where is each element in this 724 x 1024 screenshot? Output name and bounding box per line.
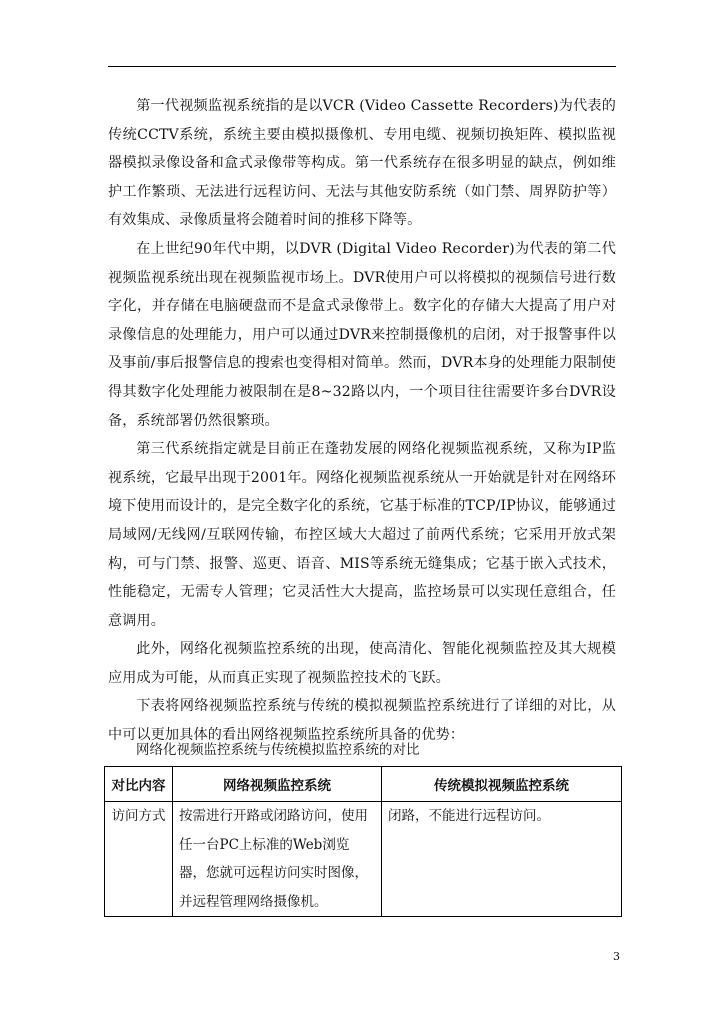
paragraph-second-generation: 在上世纪90年代中期，以DVR (Digital Video Recorder)为代表的第二代视频监视系统出现在视频监视市场上。DVR使用户可以将模拟的视频信号进行数字化，并存储在电脑硬盘而不是盒式录像带上。数字化的存储大大提高了用户对录像信息的处理能力，用户可以通过DVR来控制摄像机的启闭，对于报警事件以及事前/事后报警信息的搜索也变得相对简单。然而，DVR本身的处理能力限制使得其数字化处理能力被限制在是8~32路以内，一个项目往往需要许多台DVR设备，系统部署仍然很繁琐。 <box>108 240 616 429</box>
table-header-row <box>105 767 622 802</box>
table-row <box>105 802 622 917</box>
paragraph-table-intro: 下表将网络视频监控系统与传统的模拟视频监控系统进行了详细的对比，从中可以更加具体的看出网络视频监控系统所具备的优势： <box>108 698 616 744</box>
cell-network-access: 按需进行开路或闭路访问，使用任一台PC上标准的Web浏览器，您就可远程访问实时图像，并远程管理网络摄像机。 <box>173 802 382 917</box>
header-analog-system: 传统模拟视频监控系统 <box>382 767 622 802</box>
page-number: 3 <box>613 950 620 963</box>
paragraph-network-advantages: 此外，网络化视频监控系统的出现，使高清化、智能化视频监控及其大规模应用成为可能，从而真正实现了视频监控技术的飞跃。 <box>108 641 616 686</box>
header-network-system: 网络视频监控系统 <box>173 767 382 802</box>
paragraph-first-generation: 第一代视频监视系统指的是以VCR (Video Cassette Recorders)为代表的传统CCTV系统，系统主要由模拟摄像机、专用电缆、视频切换矩阵、模拟监视器模拟录像设备和盒式录像带等构成。第一代系统存在很多明显的缺点，例如维护工作繁琐、无法进行远程访问、无法与其他安防系统（如门禁、周界防护等）有效集成、录像质量将会随着时间的推移下降等。 <box>108 98 616 229</box>
paragraph-third-generation: 第三代系统指定就是目前正在蓬勃发展的网络化视频监视系统，又称为IP监视系统，它最早出现于2001年。网络化视频监视系统从一开始就是针对在网络环境下使用而设计的，是完全数字化的系统，它基于标准的TCP/IP协议，能够通过局域网/无线网/互联网传输，布控区域大大超过了前两代系统；它采用开放式架构，可与门禁、报警、巡更、语音、MIS等系统无缝集成；它基于嵌入式技术，性能稳定，无需专人管理；它灵活性大大提高，监控场景可以实现任意组合，任意调用。 <box>108 441 616 629</box>
header-comparison-item: 对比内容 <box>105 767 173 802</box>
cell-analog-access: 闭路，不能进行远程访问。 <box>382 802 622 917</box>
comparison-table <box>104 766 622 917</box>
body-text <box>108 92 616 750</box>
cell-access-method: 访问方式 <box>105 802 173 917</box>
table-caption: 网络化视频监控系统与传统模拟监控系统的对比 <box>136 742 420 758</box>
header-rule <box>108 66 616 67</box>
